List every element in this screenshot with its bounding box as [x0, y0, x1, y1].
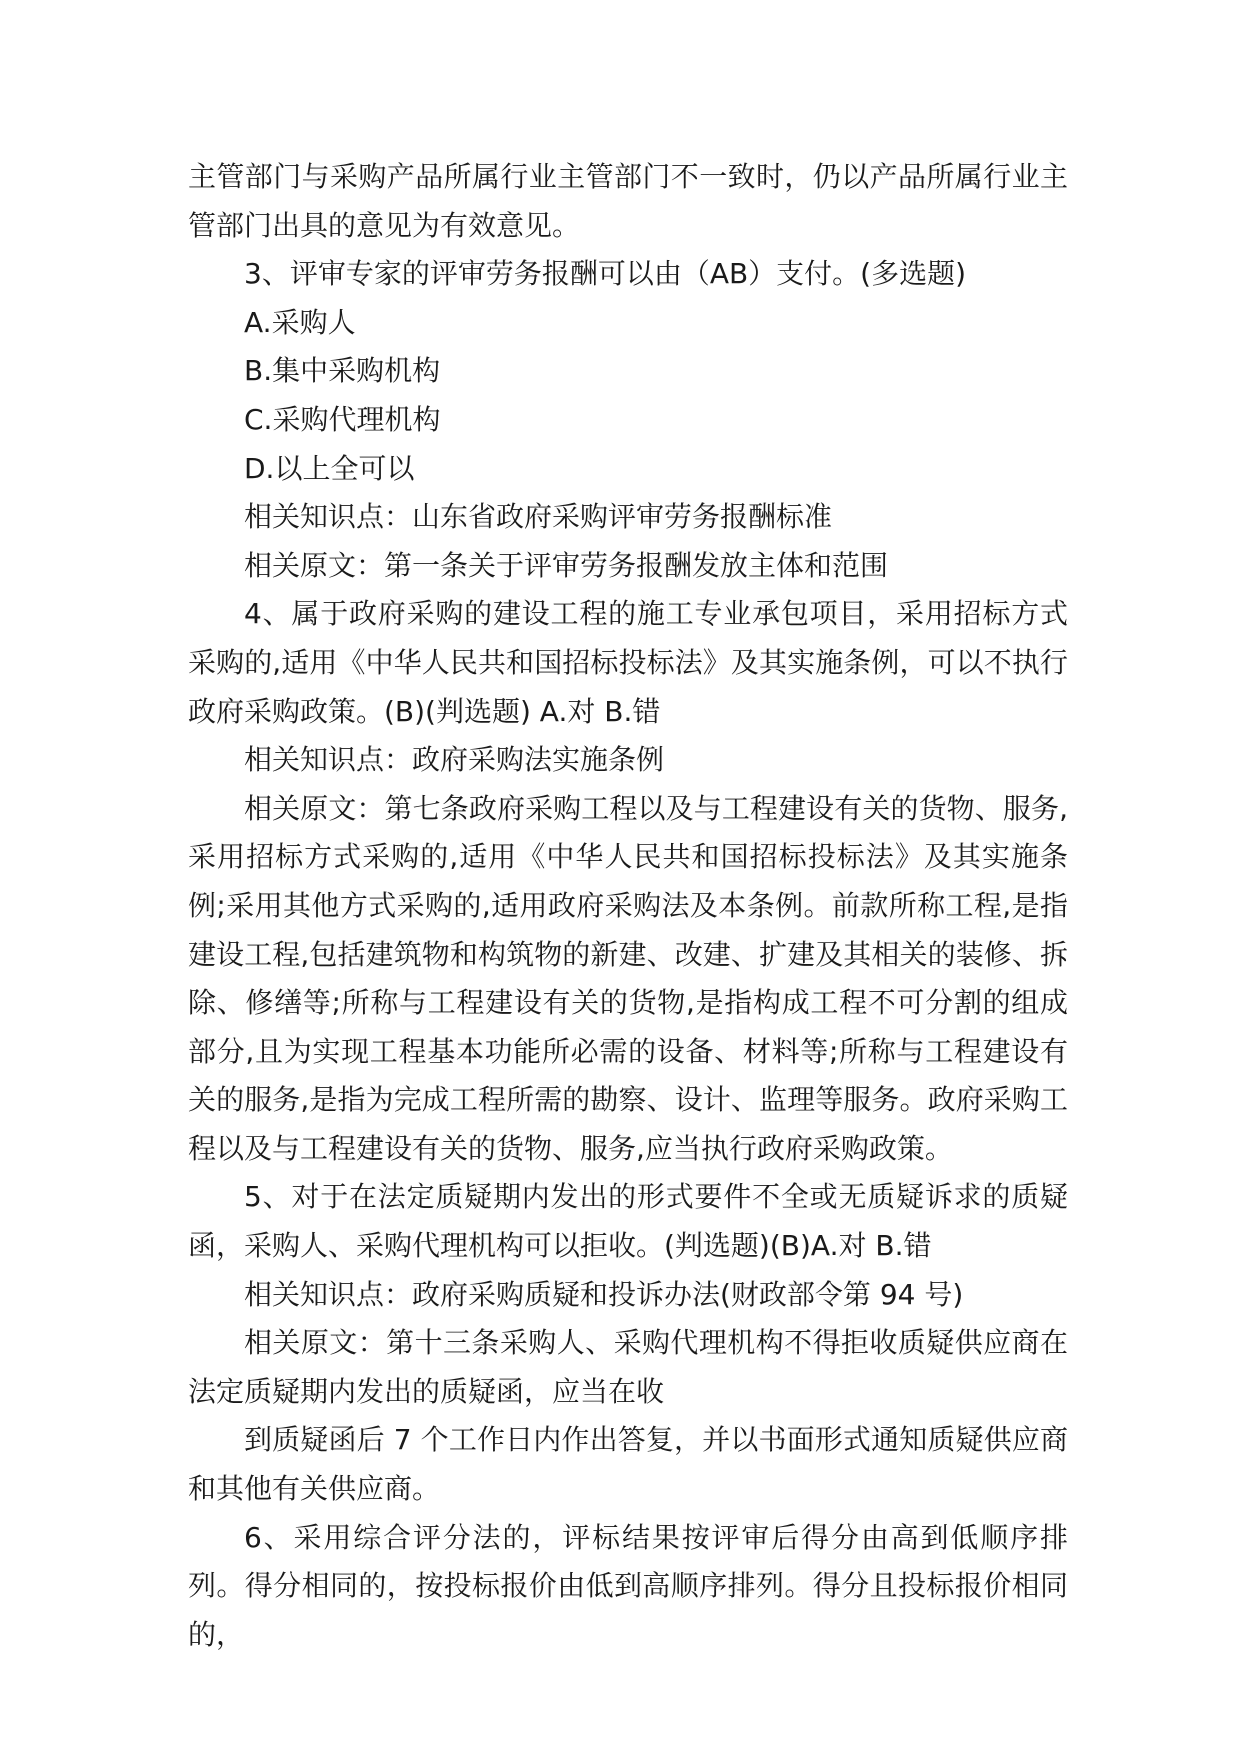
option-d: D.以上全可以 [244, 451, 415, 485]
knowledge-point: 相关知识点：山东省政府采购评审劳务报酬标准 [244, 500, 833, 534]
document-body [188, 153, 1068, 1659]
source-text: 相关原文：第十三条采购人、采购代理机构不得拒收质疑供应商在法定质疑期内发出的质疑函，应当在收 [188, 1326, 1068, 1408]
source-text-continued: 到质疑函后 7 个工作日内作出答复，并以书面形式通知质疑供应商和其他有关供应商。 [188, 1423, 1068, 1506]
source-text: 相关原文：第七条政府采购工程以及与工程建设有关的货物、服务,采用招标方式采购的,适用《中华人民共和国招标投标法》及其实施条例;采用其他方式采购的,适用政府采购法及本条例。前款所称工程,是指建设工程,包括建筑物和构筑物的新建、改建、扩建及其相关的装修、拆除、修缮等;所称与工程建设有关的货物,是指构成工程不可分割的组成部分,且为实现工程基本功能所必需的设备、材料等;所称与工程建设有关的服务,是指为完成工程所需的勘察、设计、监理等服务。政府采购工程以及与工程建设有关的货物、服务,应当执行政府采购政策。 [188, 791, 1068, 1165]
source-text: 相关原文：第一条关于评审劳务报酬发放主体和范围 [244, 548, 889, 582]
knowledge-point: 相关知识点：政府采购质疑和投诉办法(财政部令第 94 号) [244, 1277, 964, 1311]
question-4: 4、属于政府采购的建设工程的施工专业承包项目，采用招标方式采购的,适用《中华人民共和国招标投标法》及其实施条例，可以不执行政府采购政策。(B)(判选题) A.对 B.错 [188, 597, 1068, 728]
question-3: 3、评审专家的评审劳务报酬可以由（AB）支付。(多选题) [244, 257, 967, 291]
knowledge-point: 相关知识点：政府采购法实施条例 [244, 743, 665, 777]
question-6: 6、采用综合评分法的，评标结果按评审后得分由高到低顺序排列。得分相同的，按投标报价由低到高顺序排列。得分且投标报价相同的， [188, 1520, 1068, 1651]
question-5: 5、对于在法定质疑期内发出的形式要件不全或无质疑诉求的质疑函，采购人、采购代理机构可以拒收。(判选题)(B)A.对 B.错 [188, 1180, 1068, 1263]
body-paragraph: 主管部门与采购产品所属行业主管部门不一致时，仍以产品所属行业主管部门出具的意见为有效意见。 [188, 160, 1068, 242]
option-c: C.采购代理机构 [244, 402, 441, 436]
option-a: A.采购人 [244, 305, 356, 339]
option-b: B.集中采购机构 [244, 354, 441, 388]
